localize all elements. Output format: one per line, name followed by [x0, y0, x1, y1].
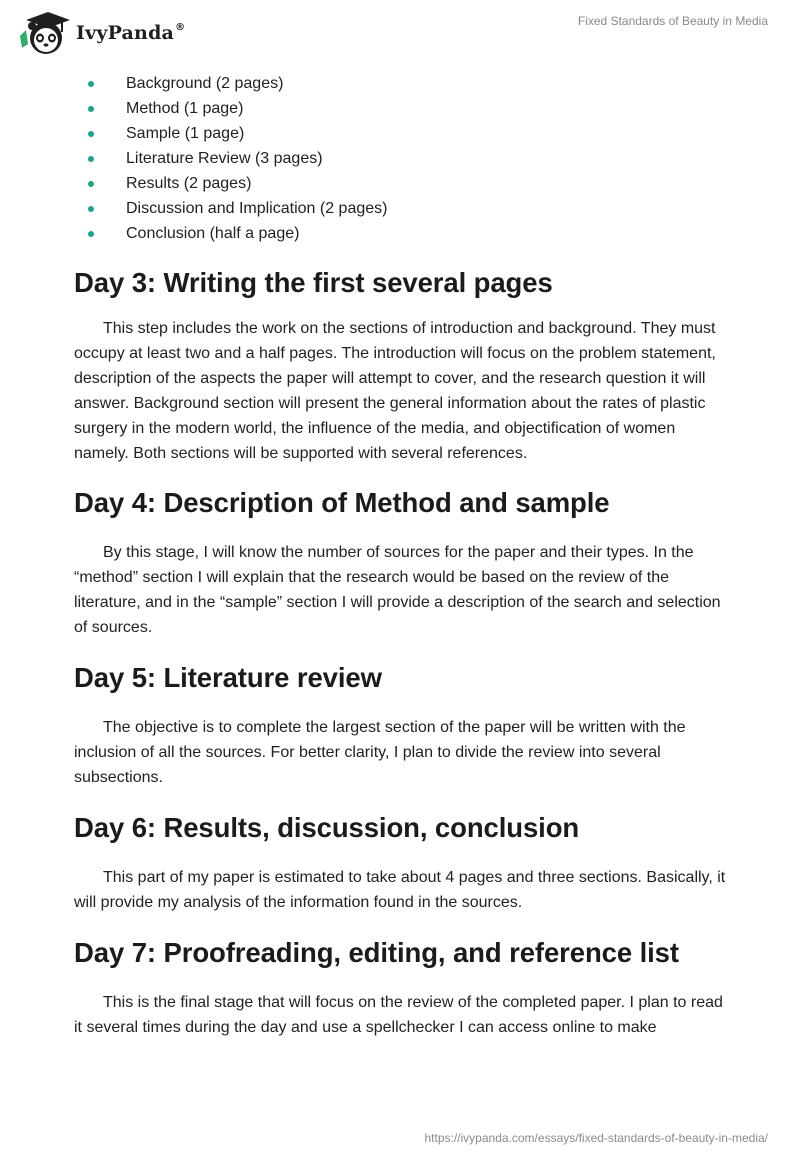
section-paragraph-day-6: This part of my paper is estimated to take about 4 pages and three sections. Basically, it will provide my analysis of the information found in the sources.: [74, 869, 726, 911]
section-paragraph-day-4: By this stage, I will know the number of sources for the paper and their types. In the “method” section I will explain that the research would be based on the review of the literature, and in the “sample” section I will provide a description of the search and selection of sources.: [74, 544, 721, 636]
list-item: Discussion and Implication (2 pages): [74, 196, 728, 221]
list-item: Results (2 pages): [74, 171, 728, 196]
document-title: Fixed Standards of Beauty in Media: [577, 14, 768, 28]
section-paragraph-day-7: This is the final stage that will focus on the review of the completed paper. I plan to read it several times during the day and use a spellchecker I can access online to make: [74, 994, 723, 1036]
document-body: [74, 71, 728, 1040]
bullet-icon: [88, 131, 94, 137]
bullet-icon: [88, 181, 94, 187]
section-plan-list: [74, 71, 728, 246]
section-heading-day-3: Day 3: Writing the first several pages: [74, 267, 553, 298]
section-heading-day-7: Day 7: Proofreading, editing, and reference list: [74, 937, 679, 968]
bullet-icon: [88, 81, 94, 87]
logo-wordmark: IvyPanda®: [76, 22, 186, 44]
panda-logo-icon: [14, 10, 74, 56]
list-item: Literature Review (3 pages): [74, 146, 728, 171]
page-header: [0, 0, 800, 66]
list-item: Sample (1 page): [74, 121, 728, 146]
section-heading-day-4: Day 4: Description of Method and sample: [74, 487, 610, 518]
section-paragraph-day-3: This step includes the work on the sections of introduction and background. They must occupy at least two and a half pages. The introduction will focus on the problem statement, description of the aspects the paper will attempt to cover, and the research question it will answer. Background section will present the general information about the rates of plastic surgery in the modern world, the influence of the media, and objectification of women namely. Both sections will be supported with several references.: [74, 320, 716, 462]
section-heading-day-6: Day 6: Results, discussion, conclusion: [74, 812, 580, 843]
list-item: Background (2 pages): [74, 71, 728, 96]
list-item: Method (1 page): [74, 96, 728, 121]
bullet-icon: [88, 156, 94, 162]
bullet-icon: [88, 231, 94, 237]
section-heading-day-5: Day 5: Literature review: [74, 662, 382, 693]
source-url-link[interactable]: https://ivypanda.com/essays/fixed-standards-of-beauty-in-media/: [424, 1131, 768, 1145]
ivypanda-logo[interactable]: [14, 10, 185, 56]
section-paragraph-day-5: The objective is to complete the largest section of the paper will be written with the inclusion of all the sources. For better clarity, I plan to divide the review into several subsections.: [74, 719, 686, 786]
bullet-icon: [88, 106, 94, 112]
bullet-icon: [88, 206, 94, 212]
list-item: Conclusion (half a page): [74, 221, 728, 246]
